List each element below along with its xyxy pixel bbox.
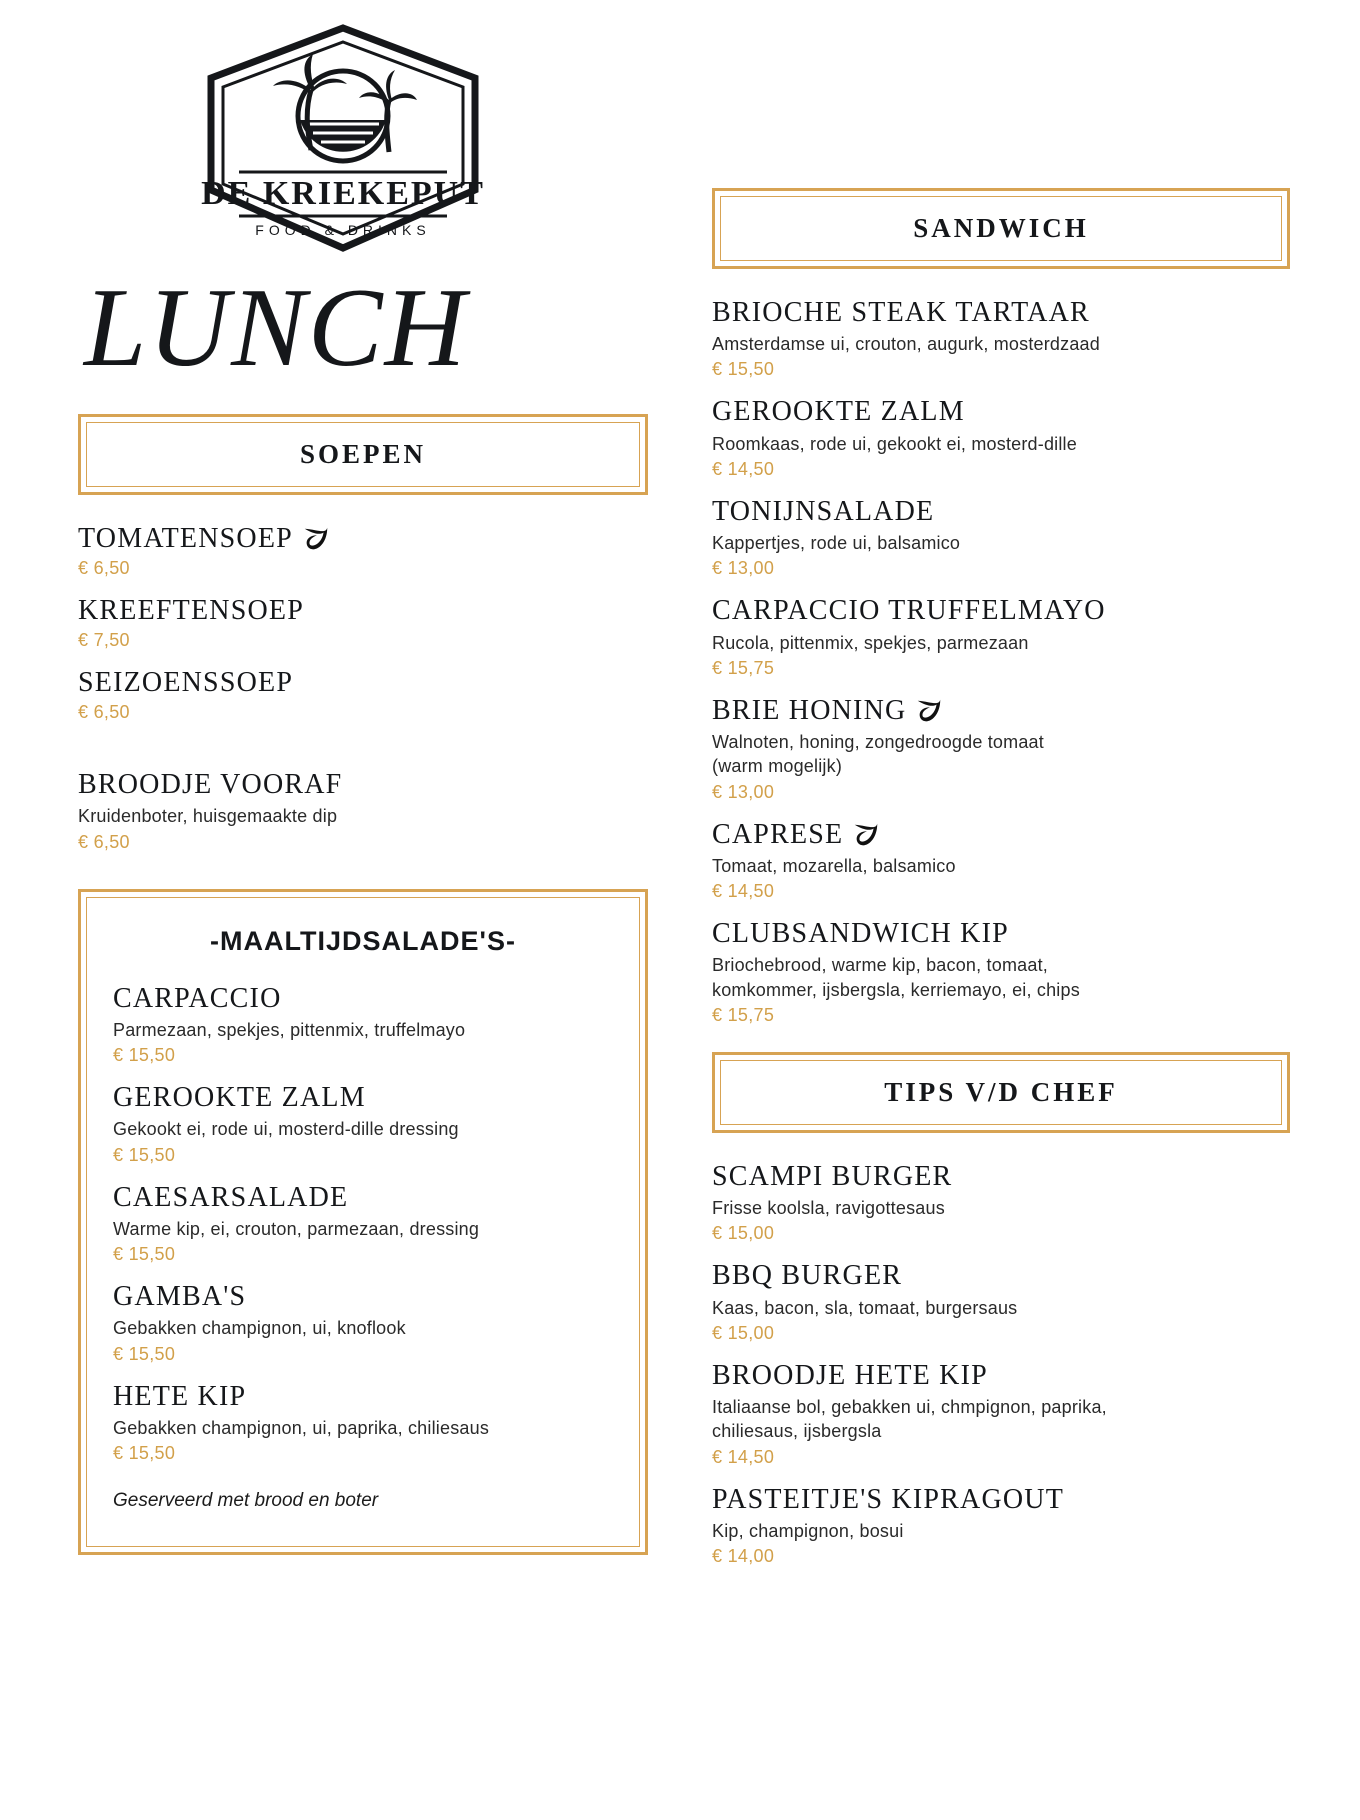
menu-item-name	[113, 1381, 613, 1413]
section-box-maaltijdsalades	[78, 889, 648, 1555]
menu-item-price: € 14,50	[712, 458, 775, 479]
menu-item-description: Walnoten, honing, zongedroogde tomaat (warm mogelijk)	[712, 732, 1044, 777]
menu-item-name	[78, 595, 648, 627]
menu-item-name-text: CARPACCIO	[113, 982, 282, 1014]
menu-item-description: Amsterdamse ui, crouton, augurk, mosterdzaad	[712, 334, 1100, 355]
menu-item	[712, 1260, 1290, 1343]
menu-item-description: Briochebrood, warme kip, bacon, tomaat, komkommer, ijsbergsla, kerriemayo, ei, chips	[712, 955, 1080, 1000]
right-column	[712, 0, 1290, 1583]
menu-item-name-text: CLUBSANDWICH KIP	[712, 918, 1009, 950]
section-header-tips-chef	[712, 1052, 1290, 1133]
menu-item-price: € 15,50	[712, 359, 775, 380]
menu-item-name-text: CAESARSALADE	[113, 1181, 349, 1213]
menu-item-description: Gebakken champignon, ui, knoflook	[113, 1318, 406, 1339]
menu-item-name	[712, 1484, 1290, 1516]
menu-item-name-text: HETE KIP	[113, 1380, 247, 1412]
menu-item	[113, 1182, 613, 1265]
menu-item-name	[78, 523, 648, 555]
section-header-sandwich	[712, 188, 1290, 269]
menu-item-name-text: SCAMPI BURGER	[712, 1160, 953, 1192]
menu-item-name	[113, 1082, 613, 1114]
menu-item	[78, 523, 648, 579]
menu-item-name	[712, 496, 1290, 528]
menu-item-description: Italiaanse bol, gebakken ui, chmpignon, paprika, chiliesaus, ijsbergsla	[712, 1397, 1107, 1442]
menu-item-description: Warme kip, ei, crouton, parmezaan, dressing	[113, 1218, 480, 1239]
menu-item-description: Tomaat, mozarella, balsamico	[712, 855, 956, 876]
menu-item-name	[712, 396, 1290, 428]
section-header-soepen	[78, 414, 648, 495]
menu-item-name-text: KREEFTENSOEP	[78, 594, 304, 626]
palm-tree-sunset-badge-icon	[183, 20, 503, 270]
menu-item-name	[712, 1161, 1290, 1193]
menu-item-price: € 13,00	[712, 781, 775, 802]
menu-item-name	[712, 297, 1290, 329]
menu-item-price: € 15,50	[113, 1144, 176, 1165]
menu-item-description: Kip, champignon, bosui	[712, 1520, 904, 1541]
menu-item-description: Gebakken champignon, ui, paprika, chiliesaus	[113, 1417, 490, 1438]
menu-item	[78, 769, 648, 852]
menu-item-name-text: PASTEITJE'S KIPRAGOUT	[712, 1483, 1065, 1515]
section-title-soepen: SOEPEN	[299, 438, 427, 469]
brand-logo	[183, 20, 503, 270]
menu-item-name	[78, 769, 648, 801]
menu-item	[712, 1484, 1290, 1567]
vegetarian-leaf-icon	[851, 820, 881, 850]
menu-item	[712, 1360, 1290, 1468]
menu-item-description: Roomkaas, rode ui, gekookt ei, mosterd-dille	[712, 433, 1077, 454]
menu-item-description: Kruidenboter, huisgemaakte dip	[78, 806, 338, 827]
menu-item-name	[712, 695, 1290, 727]
menu-item-price: € 6,50	[78, 831, 130, 852]
menu-item	[113, 1082, 613, 1165]
menu-item-price: € 15,50	[113, 1343, 176, 1364]
menu-item-price: € 14,50	[712, 1446, 775, 1467]
page-title: LUNCH	[84, 266, 468, 390]
section-items-sandwich	[712, 297, 1290, 1026]
menu-item-name	[712, 1360, 1290, 1392]
left-column	[78, 0, 648, 1555]
section-items-soepen	[78, 523, 648, 853]
menu-item-price: € 15,00	[712, 1223, 775, 1244]
menu-item-name	[113, 983, 613, 1015]
menu-item-name-text: BRIOCHE STEAK TARTAAR	[712, 297, 1090, 328]
section-title-tips-chef: TIPS V/D CHEF	[884, 1076, 1118, 1107]
menu-item-name	[712, 1260, 1290, 1292]
menu-item-price: € 15,75	[712, 1004, 775, 1025]
brand-tagline: FOOD & DRINKS	[255, 222, 431, 238]
menu-item	[712, 918, 1290, 1026]
menu-item	[113, 1281, 613, 1364]
menu-item	[78, 667, 648, 723]
menu-item	[712, 695, 1290, 803]
menu-item	[712, 396, 1290, 479]
menu-item-name	[712, 918, 1290, 950]
menu-item-price: € 14,00	[712, 1546, 775, 1567]
menu-item-price: € 15,50	[113, 1045, 176, 1066]
menu-item-name-text: BBQ BURGER	[712, 1260, 903, 1292]
menu-item-price: € 15,50	[113, 1443, 176, 1464]
section-title-sandwich: SANDWICH	[913, 213, 1089, 243]
menu-item-name-text: BROODJE VOORAF	[78, 769, 343, 801]
menu-item-name-text: GEROOKTE ZALM	[712, 396, 965, 428]
menu-item-name-text: CARPACCIO TRUFFELMAYO	[712, 595, 1106, 627]
menu-item-price: € 6,50	[78, 557, 130, 578]
menu-item	[712, 819, 1290, 902]
menu-item-price: € 15,50	[113, 1244, 176, 1265]
menu-item-name-text: BRIE HONING	[712, 694, 907, 726]
menu-item-name	[712, 595, 1290, 627]
menu-item-name-text: CAPRESE	[712, 818, 844, 850]
menu-item-price: € 15,75	[712, 657, 775, 678]
menu-item-name-text: TOMATENSOEP	[78, 522, 293, 554]
menu-item-name-text: GEROOKTE ZALM	[113, 1082, 366, 1114]
menu-item-description: Parmezaan, spekjes, pittenmix, truffelmayo	[113, 1019, 466, 1040]
menu-item-description: Kaas, bacon, sla, tomaat, burgersaus	[712, 1297, 1018, 1318]
menu-item-price: € 13,00	[712, 558, 775, 579]
menu-item-name-text: BROODJE HETE KIP	[712, 1359, 988, 1391]
menu-item	[712, 297, 1290, 380]
menu-item-name-text: SEIZOENSSOEP	[78, 666, 294, 698]
menu-item-description: Gekookt ei, rode ui, mosterd-dille dressing	[113, 1119, 459, 1140]
salad-note: Geserveerd met brood en boter	[113, 1490, 379, 1512]
section-items-tips-chef	[712, 1161, 1290, 1567]
menu-item-name	[113, 1281, 613, 1313]
menu-item-name-text: TONIJNSALADE	[712, 495, 935, 527]
menu-item	[78, 595, 648, 651]
menu-item-price: € 15,00	[712, 1322, 775, 1343]
menu-item-price: € 7,50	[78, 629, 130, 650]
menu-item	[113, 1381, 613, 1464]
menu-item-description: Rucola, pittenmix, spekjes, parmezaan	[712, 632, 1029, 653]
menu-item-description: Frisse koolsla, ravigottesaus	[712, 1198, 945, 1219]
menu-item	[712, 1161, 1290, 1244]
section-title-maaltijdsalades: -MAALTIJDSALADE'S-	[210, 925, 516, 956]
menu-item-price: € 14,50	[712, 881, 775, 902]
menu-item	[712, 595, 1290, 678]
section-items-maaltijdsalades	[113, 983, 613, 1464]
brand-name: DE KRIEKEPUT	[201, 175, 485, 212]
menu-item	[113, 983, 613, 1066]
menu-item-name	[712, 819, 1290, 851]
spacer	[78, 739, 648, 769]
menu-item-name-text: GAMBA'S	[113, 1281, 247, 1313]
menu-item-name	[113, 1182, 613, 1214]
menu-item-name	[78, 667, 648, 699]
vegetarian-leaf-icon	[914, 696, 944, 726]
menu-item-price: € 6,50	[78, 702, 130, 723]
menu-item	[712, 496, 1290, 579]
vegetarian-leaf-icon	[301, 524, 331, 554]
menu-item-description: Kappertjes, rode ui, balsamico	[712, 533, 961, 554]
